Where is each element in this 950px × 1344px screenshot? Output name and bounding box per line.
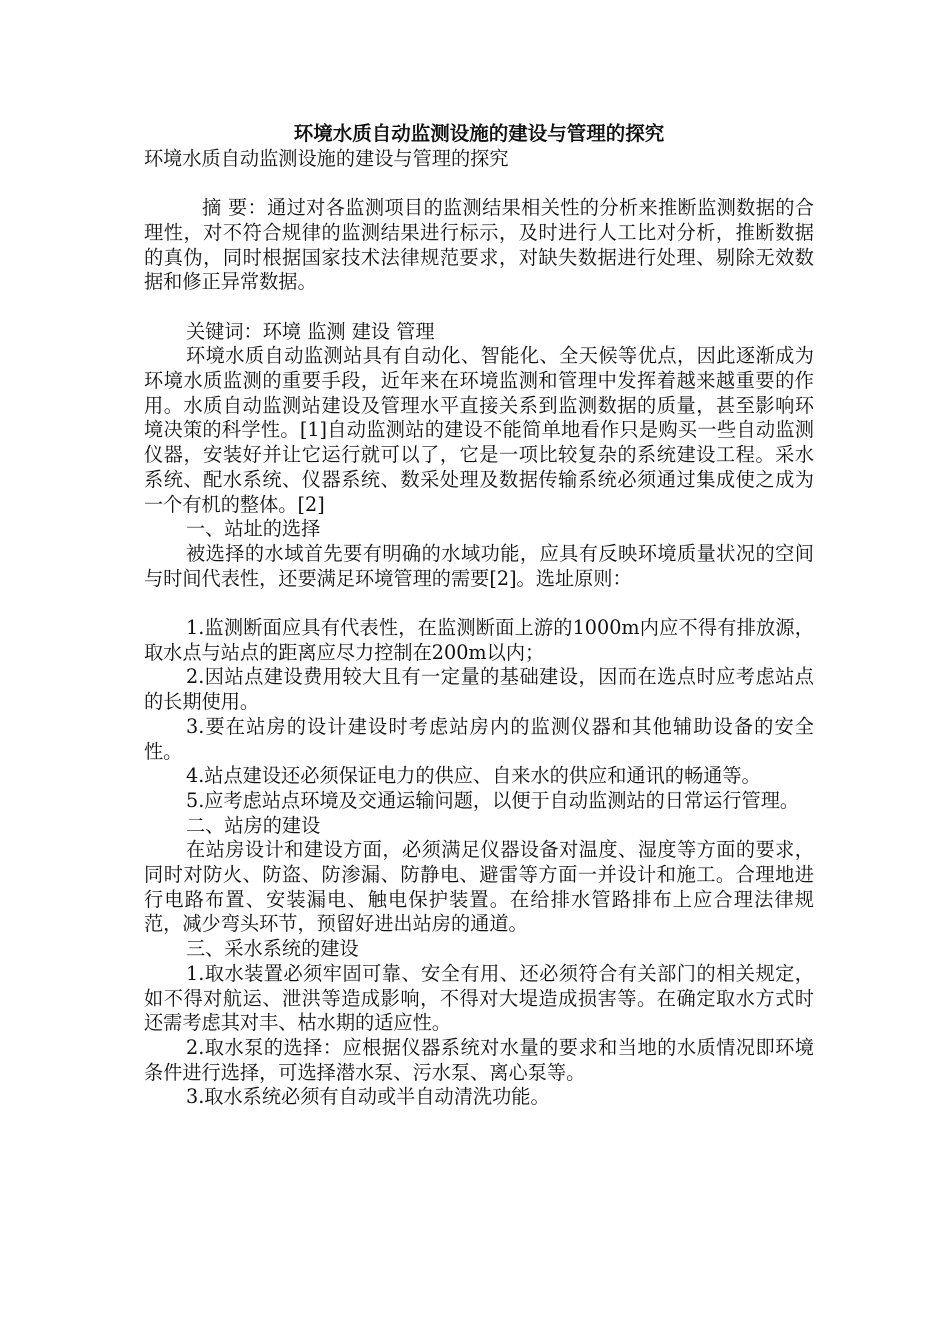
blank-line — [144, 171, 814, 196]
keywords-line: 关键词：环境 监测 建设 管理 — [186, 319, 435, 343]
document-page — [144, 122, 814, 1110]
list-item: 1.取水装置必须牢固可靠、安全有用、还必须符合有关部门的相关规定，如不得对航运、泄洪等造成影响，不得对大堤造成损害等。在确定取水方式时还需考虑其对丰、枯水期的适应性。 — [144, 961, 814, 1035]
section-heading-site-selection: 一、站址的选择 — [186, 517, 321, 541]
intro-paragraph: 环境水质自动监测站具有自动化、智能化、全天候等优点，因此逐渐成为环境水质监测的重要手段，近年来在环境监测和管理中发挥着越来越重要的作用。水质自动监测站建设及管理水平直接关系到监测数据的质量，甚至影响环境决策的科学性。[1]自动监测站的建设不能简单地看作只是购买一些自动监测仪器，安装好并让它运行就可以了，它是一项比较复杂的系统建设工程。采水系统、配水系统、仪器系统、数采处理及数据传输系统必须通过集成使之成为一个有机的整体。[2] — [144, 344, 814, 516]
blank-line — [144, 591, 814, 616]
section-heading-water-intake: 三、采水系统的建设 — [186, 937, 359, 961]
list-item: 3.要在站房的设计建设时考虑站房内的监测仪器和其他辅助设备的安全性。 — [144, 714, 814, 763]
blank-line — [144, 295, 814, 320]
abstract-paragraph: 摘 要：通过对各监测项目的监测结果相关性的分析来推断监测数据的合理性，对不符合规律的监测结果进行标示，及时进行人工比对分析，推断数据的真伪，同时根据国家技术法律规范要求，对缺失数据进行处理、剔除无效数据和修正异常数据。 — [144, 196, 814, 294]
list-item: 3.取水系统必须有自动或半自动清洗功能。 — [186, 1085, 550, 1109]
list-item: 1.监测断面应具有代表性，在监测断面上游的1000m内应不得有排放源，取水点与站点的距离应尽力控制在200m以内； — [144, 616, 814, 664]
list-item: 4.站点建设还必须保证电力的供应、自来水的供应和通讯的畅通等。 — [186, 764, 761, 788]
document-subtitle: 环境水质自动监测设施的建设与管理的探究 — [144, 146, 509, 170]
list-item: 2.因站点建设费用较大且有一定量的基础建设，因而在选点时应考虑站点的长期使用。 — [144, 665, 814, 714]
document-title: 环境水质自动监测设施的建设与管理的探究 — [293, 122, 665, 145]
section1-intro-paragraph: 被选择的水域首先要有明确的水域功能，应具有反映环境质量状况的空间与时间代表性，还要满足环境管理的需要[2]。选址原则： — [144, 541, 814, 590]
section2-body-paragraph: 在站房设计和建设方面，必须满足仪器设备对温度、湿度等方面的要求，同时对防火、防盗、防渗漏、防静电、避雷等方面一并设计和施工。合理地进行电路布置、安装漏电、触电保护装置。在给排水管路排布上应合理法律规范，减少弯头环节，预留好进出站房的通道。 — [144, 838, 814, 936]
list-item: 5.应考虑站点环境及交通运输问题，以便于自动监测站的日常运行管理。 — [186, 788, 800, 812]
list-item: 2.取水泵的选择：应根据仪器系统对水量的要求和当地的水质情况即环境条件进行选择，可选择潜水泵、污水泵、离心泵等。 — [144, 1035, 814, 1084]
section-heading-station-building: 二、站房的建设 — [186, 813, 321, 837]
